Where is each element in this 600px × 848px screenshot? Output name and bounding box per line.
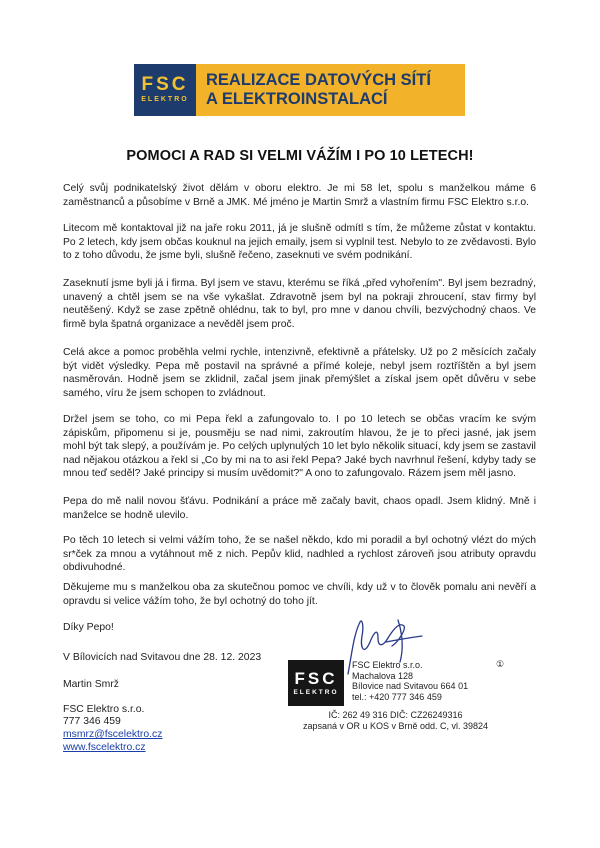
paragraph-6: Pepa do mě nalil novou šťávu. Podnikání a práce mě začaly bavit, chaos opadl. Jsem klidný. Mně i manželce se hodně ulevilo.: [63, 496, 536, 521]
header-banner: [134, 64, 465, 116]
stamp-company: FSC Elektro s.r.o.: [352, 660, 423, 670]
stamp-street: Machalova 128: [352, 670, 414, 681]
header-tagline: [196, 71, 431, 109]
paragraph-7: Po těch 10 letech si velmi vážím toho, že se našel někdo, kdo mi poradil a byl ochotný vlézt do mých sr*ček za mnou a vytáhnout mě z nich. Pepův klid, nadhled a rychlost zároveň jsou atributy opravdu obdivuhodné.: [63, 535, 536, 573]
stamp-registry-line: zapsaná v OR u KOS v Brně odd. C, vl. 39824: [302, 720, 489, 731]
letter-title: POMOCI A RAD SI VELMI VÁŽÍM I PO 10 LETECH!: [126, 148, 474, 164]
stamp-phone: tel.: +420 777 346 459: [352, 691, 442, 702]
stamp-logo: [288, 660, 344, 706]
stamp-registration: [288, 710, 503, 732]
paragraph-8: Děkujeme mu s manželkou oba za skutečnou pomoc ve chvíli, kdy už v to člověk pomalu ani nevěří a opravdu si velice vážím toho, že byl ochotný do toho jít.: [63, 582, 536, 607]
thanks-line: Díky Pepo!: [63, 622, 114, 633]
stamp-address: [352, 660, 468, 702]
logo-sub-text: ELEKTRO: [141, 96, 189, 103]
logo-main-text: FSC: [141, 74, 189, 95]
contact-web-link[interactable]: www.fscelektro.cz: [63, 741, 146, 753]
stamp-number: ①: [496, 659, 505, 669]
fsc-logo: [134, 64, 196, 116]
contact-email-link[interactable]: msmrz@fscelektro.cz: [63, 729, 163, 741]
tagline-line2: A ELEKTROINSTALACÍ: [206, 90, 388, 108]
stamp-city: Bílovice nad Svitavou 664 01: [352, 681, 469, 692]
stamp-ids-line: IČ: 262 49 316 DIČ: CZ26249316: [328, 710, 463, 720]
paragraph-1: Celý svůj podnikatelský život dělám v oboru elektro. Je mi 58 let, spolu s manželkou máme 6 zaměstnanců a působíme v Brně a JMK. Mé jméno je Martin Smrž a vlastním firmu FSC Elektro s.r.o.: [63, 183, 536, 208]
tagline-line1: REALIZACE DATOVÝCH SÍTÍ: [206, 71, 431, 89]
contact-company: FSC Elektro s.r.o.: [63, 703, 145, 715]
paragraph-3: Zaseknutí jsme byli já i firma. Byl jsem ve stavu, kterému se říká „před vyhořením". Byl jsem bezradný, unavený a chtěl jsem se na vše vykašlat. Zdravotně jsem byl na pokraji zhroucení, stav firmy byl neutěšený. Když se zase zpětně ohlédnu, tak to byl, pro mne v danou chvíli, bezvýchodný chaos. Ve firmě byla špatná organizace a nevěděl jsem proč.: [63, 278, 536, 330]
author-name: Martin Smrž: [63, 678, 119, 690]
paragraph-4: Celá akce a pomoc proběhla velmi rychle, intenzivně, efektivně a přátelsky. Už po 2 měsících začaly být vidět výsledky. Pepa mě postavil na správné a přímé koleje, nebyl jsem roztříštěn a byl jsem nasměrován. Hodně jsem se zklidnil, začal jsem jinak přemýšlet a získal jsem opět důvěru v sebe samého, víru že jsem schopen to zvládnout.: [63, 347, 536, 399]
stamp-logo-main: FSC: [294, 668, 338, 688]
sender-block: [63, 652, 261, 755]
paragraph-2: Litecom mě kontaktoval již na jaře roku 2011, já je slušně odmítl s tím, že můžeme zůstat v kontaktu. Po 2 letech, kdy jsem občas kouknul na jejich emaily, jsem si vyplnil test. Nebylo to ze zvědavosti. Bylo to z toho důvodu, že jsme byli, slušně řečeno, zaseknuti ve svém podnikání.: [63, 223, 536, 261]
paragraph-5: Držel jsem se toho, co mi Pepa řekl a zafungovalo to. I po 10 letech se občas vracím ke svým zápiskům, připomenu si je, pousměju se nad nimi, zakroutím hlavou, že je to přeci jasné, jak jsem mohl být tak slepý, a používám je. Po celých uplynulých 10 let bylo několik situací, kdy jsem se zastavil nad nějakou otázkou a řekl si „Co by mi na to asi řekl Pepa? Jaké bych navrhnul řešení, kdyby tady se mnou teď seděl? Jaké principy si musím uvědomit?" A ono to zafungovalo. Rázem jsem měl jasno.: [63, 414, 536, 479]
contact-phone: 777 346 459: [63, 716, 121, 728]
stamp-logo-sub: ELEKTRO: [293, 688, 339, 696]
place-date: V Bílovicích nad Svitavou dne 28. 12. 2023: [63, 652, 262, 663]
